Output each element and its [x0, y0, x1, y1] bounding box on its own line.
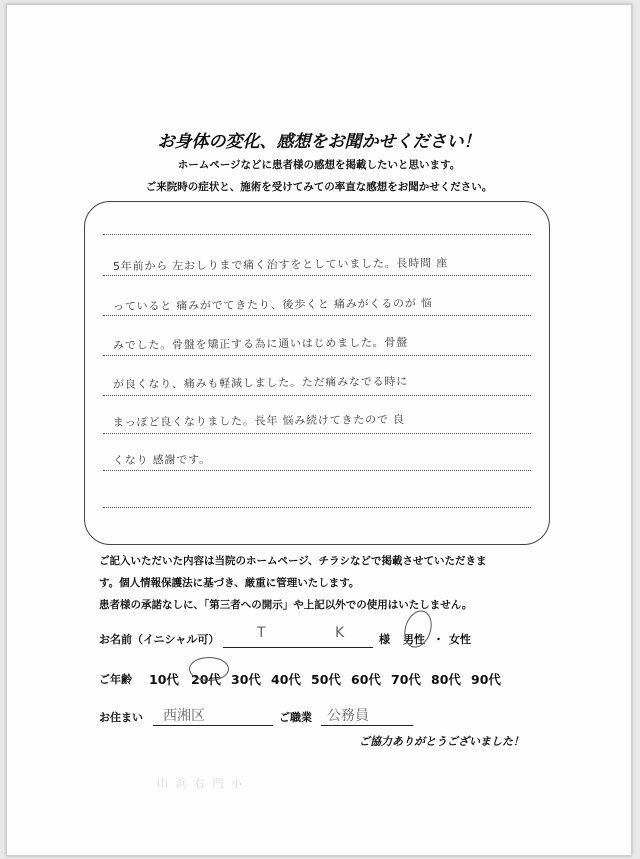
- ruled-line: [103, 355, 531, 356]
- job-value[interactable]: 公務員: [327, 708, 369, 724]
- comment-line: っていると 痛みがでてきたり、後歩くと 痛みがくるのが 悩: [112, 296, 433, 313]
- age-option[interactable]: 10代: [149, 672, 179, 687]
- age-option[interactable]: 80代: [431, 672, 461, 687]
- ruled-line: [103, 234, 531, 235]
- age-option[interactable]: 40代: [271, 672, 301, 687]
- sama-label: 様: [379, 633, 390, 646]
- job-label: ご職業: [279, 711, 312, 724]
- bleed-through-text: 山 浜 右 門 小: [157, 777, 244, 790]
- job-underline: [321, 725, 413, 726]
- comment-box: [84, 201, 550, 545]
- address-label: お住まい: [99, 711, 143, 724]
- ruled-line: [103, 433, 531, 434]
- comment-line: くなり 感謝です。: [112, 452, 211, 467]
- address-underline: [153, 725, 273, 726]
- gender-separator: ・: [433, 633, 444, 646]
- age-option[interactable]: 20代: [191, 672, 221, 687]
- privacy-notice-2: す。個人情報保護法に基づき、厳重に管理いたします。: [99, 577, 360, 589]
- comment-line: が良くなり、痛みも軽減しました。ただ痛みなでる時に: [112, 374, 409, 391]
- age-option[interactable]: 50代: [311, 672, 341, 687]
- ruled-line: [103, 470, 531, 471]
- age-option[interactable]: 60代: [351, 672, 381, 687]
- survey-sheet: [6, 4, 632, 856]
- privacy-notice-1: ご記入いただいた内容は当院のホームページ、チラシなどで掲載させていただきま: [99, 555, 487, 567]
- ruled-line: [103, 275, 531, 276]
- age-circle-mark: [189, 657, 229, 681]
- thanks-message: ご協力ありがとうございました！: [359, 735, 524, 748]
- age-option[interactable]: 30代: [231, 672, 261, 687]
- comment-line: 5年前から 左おしりまで痛く治すをとしていました。長時間 座: [112, 256, 449, 273]
- comment-line: まっぽど良くなりました。長年 悩み続けてきたので 良: [112, 412, 405, 429]
- privacy-notice-3: 患者様の承諾なしに、「第三者への開示」や上記以外での使用はいたしません。: [99, 599, 473, 611]
- age-label: ご年齢: [99, 673, 132, 686]
- name-label: お名前（イニシャル可）: [99, 633, 220, 646]
- age-option[interactable]: 90代: [471, 672, 501, 687]
- gender-male-option[interactable]: 男性: [403, 633, 425, 646]
- gender-female-option[interactable]: 女性: [449, 633, 471, 646]
- age-option[interactable]: 70代: [391, 672, 421, 687]
- subtitle-line-2: ご来院時の症状と、施術を受けてみての率直な感想をお聞かせください。: [145, 181, 493, 193]
- ruled-line: [103, 315, 531, 316]
- comment-line: みでした。骨盤を矯正する為に通いはじめました。骨盤: [112, 335, 409, 352]
- ruled-line: [103, 395, 531, 396]
- name-underline: [223, 647, 373, 648]
- ruled-line: [103, 507, 531, 508]
- page-title: お身体の変化、感想をお聞かせください！: [157, 132, 481, 152]
- subtitle-line-1: ホームページなどに患者様の感想を掲載したいと思います。: [177, 159, 461, 171]
- address-value[interactable]: 西湘区: [163, 708, 205, 724]
- name-initial-2[interactable]: K: [335, 625, 345, 641]
- name-initial-1[interactable]: T: [257, 625, 266, 641]
